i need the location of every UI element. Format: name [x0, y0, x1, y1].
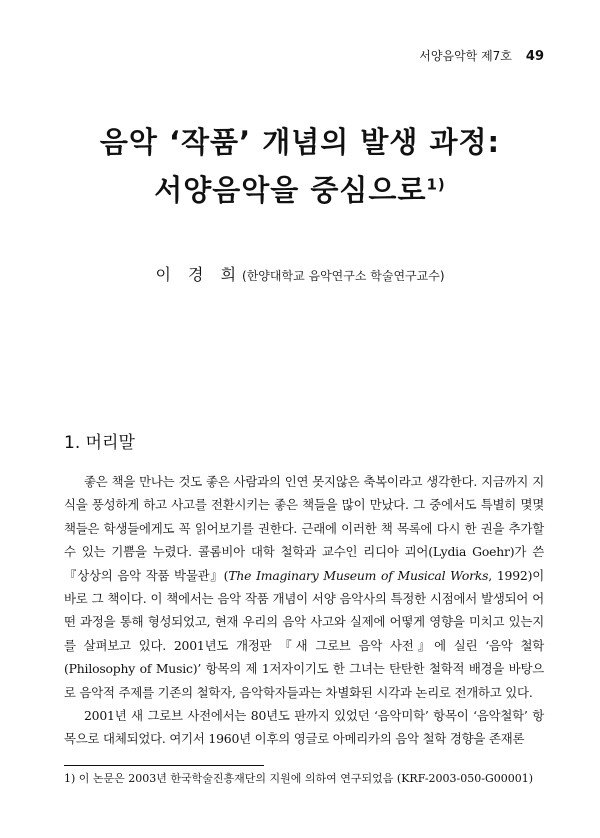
paragraph-2: 2001년 새 그로브 사전에서는 80년도 판까지 있었던 ‘음악미학’ 항목이 ‘음악철학’ 항목으로 대체되었다. 여기서 1960년 이후의 영글로 아메리카의 음악 철학 경향을 존재론	[64, 708, 544, 747]
title-line-2-text: 서양음악을 중심으로	[154, 173, 427, 207]
body-text	[64, 470, 544, 751]
article-title	[40, 118, 560, 214]
book-title: The Imaginary Museum of Musical Works	[228, 567, 489, 583]
running-header	[419, 47, 544, 64]
paragraph-1-part-a: 좋은 책을 만나는 것도 좋은 사람과의 인연 못지않은 축복이라고 생각한다. 지금까지 지식을 풍성하게 하고 사고를 전환시키는 좋은 책들을 많이 만났다. 그 중에서도 특별히 몇몇 책들은 학생들에게도 꼭 읽어보기를 권한다. 근래에 이러한 책 목록에 다시 한 권을 추가할 수 있는 기쁨을 누렸다. 콜롬비아 대학 철학과 교수인 리디아 괴어(Lydia Goehr)가 쓴 『상상의 음악 작품 박물관』(	[64, 474, 544, 583]
journal-name: 서양음악학 제7호	[419, 49, 512, 63]
title-line-1: 음악 ‘작품’ 개념의 발생 과정:	[99, 125, 501, 159]
title-line-2	[40, 166, 560, 214]
author-line	[0, 262, 600, 285]
paragraph-1-part-b: , 1992)이 바로 그 책이다. 이 책에서는 음악 작품 개념이 서양 음악사의 특정한 시점에서 발생되어 어떤 과정을 통해 형성되었고, 현재 우리의 음악 사고와 실제에 어떻게 영향을 미치고 있는지를 살펴보고 있다. 2001년도 개정판 『새 그로브 음악 사전』에 실린 ‘음악 철학(Philosophy of Music)’ 항목의 제 1저자이기도 한 그녀는 탄탄한 철학적 배경을 바탕으로 음악적 주제를 기존의 철학자, 음악학자들과는 차별화된 시각과 논리로 전개하고 있다.	[64, 567, 544, 700]
footnote: 1) 이 논문은 2003년 한국학술진흥재단의 지원에 의하여 연구되었음 (KRF-2003-050-G00001)	[64, 772, 534, 785]
footnote-divider	[64, 765, 264, 766]
author-affiliation: (한양대학교 음악연구소 학술연구교수)	[242, 269, 445, 283]
section-heading: 1. 머리말	[64, 433, 135, 453]
paragraph-1	[64, 470, 544, 704]
page-number: 49	[525, 49, 544, 64]
title-footnote-ref[interactable]: 1)	[426, 175, 446, 194]
author-name: 이 경 희	[155, 265, 243, 284]
